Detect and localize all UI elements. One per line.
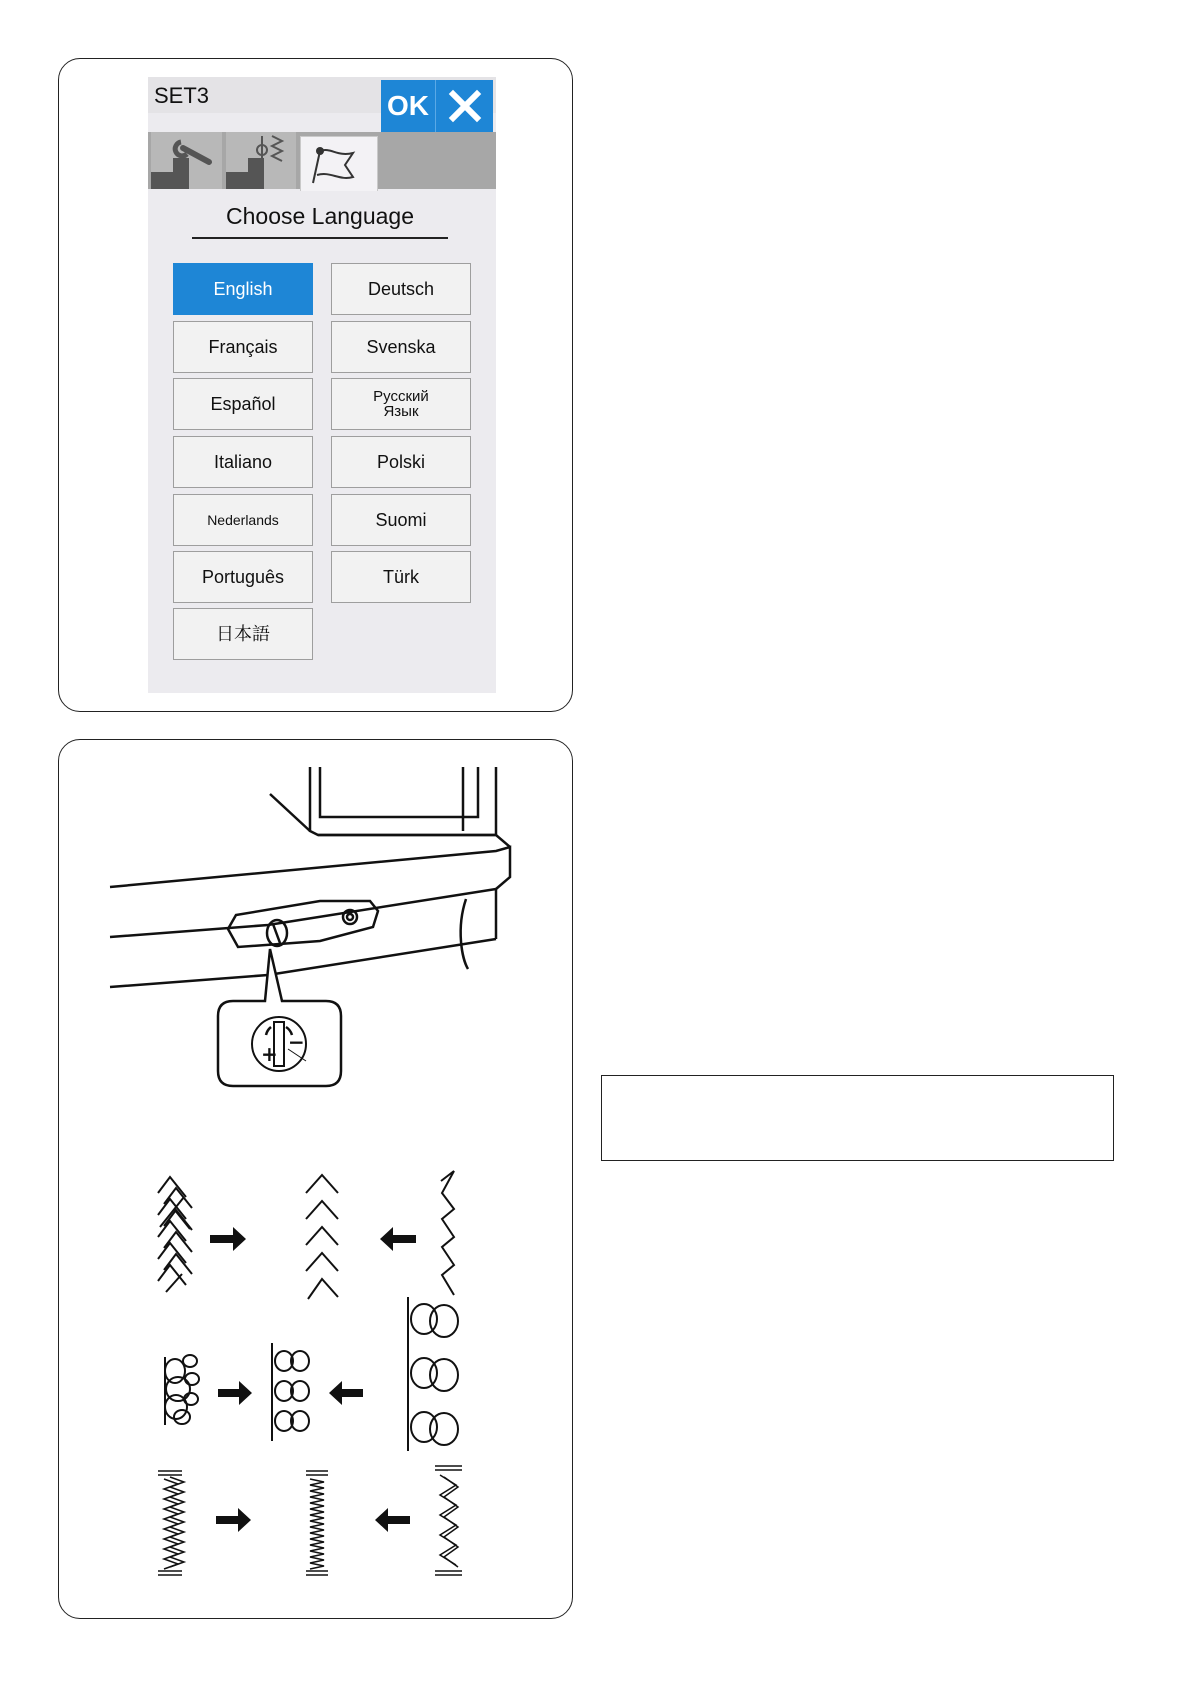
language-polski-button[interactable]: Polski <box>331 436 471 488</box>
tab-stitch-settings[interactable] <box>226 132 296 189</box>
stitch-row-oval <box>165 1297 458 1451</box>
close-button[interactable] <box>436 80 493 132</box>
screen-title: SET3 <box>154 83 210 108</box>
language-suomi-button[interactable]: Suomi <box>331 494 471 546</box>
needle-stitch-icon <box>226 132 296 189</box>
wrench-icon <box>151 132 222 189</box>
dial-minus-label: − <box>288 1030 305 1054</box>
language-deutsch-button[interactable]: Deutsch <box>331 263 471 315</box>
language-english-button[interactable]: English <box>173 263 313 315</box>
language-italiano-button[interactable]: Italiano <box>173 436 313 488</box>
language-espanol-button[interactable]: Español <box>173 378 313 430</box>
machine-illustration <box>58 739 571 1617</box>
title-underline <box>192 237 448 239</box>
language-nederlands-button[interactable]: Nederlands <box>173 494 313 546</box>
dial-plus-label: + <box>261 1042 278 1066</box>
stitch-row-satin <box>158 1466 462 1575</box>
flag-icon <box>301 137 379 192</box>
page-title: Choose Language <box>226 203 414 229</box>
language-portugues-button[interactable]: Português <box>173 551 313 603</box>
language-francais-button[interactable]: Français <box>173 321 313 373</box>
close-x-icon <box>448 89 482 123</box>
tab-language[interactable] <box>300 136 378 191</box>
stitch-row-chevron-arrows <box>210 1227 416 1251</box>
language-svenska-button[interactable]: Svenska <box>331 321 471 373</box>
ok-button[interactable]: OK <box>381 80 436 132</box>
language-japanese-button[interactable]: 日本語 <box>173 608 313 660</box>
language-russian-button[interactable]: Русский Язык <box>331 378 471 430</box>
language-turk-button[interactable]: Türk <box>331 551 471 603</box>
tab-machine-settings[interactable] <box>151 132 222 189</box>
lcd-screen <box>148 77 496 693</box>
note-box <box>601 1075 1114 1161</box>
